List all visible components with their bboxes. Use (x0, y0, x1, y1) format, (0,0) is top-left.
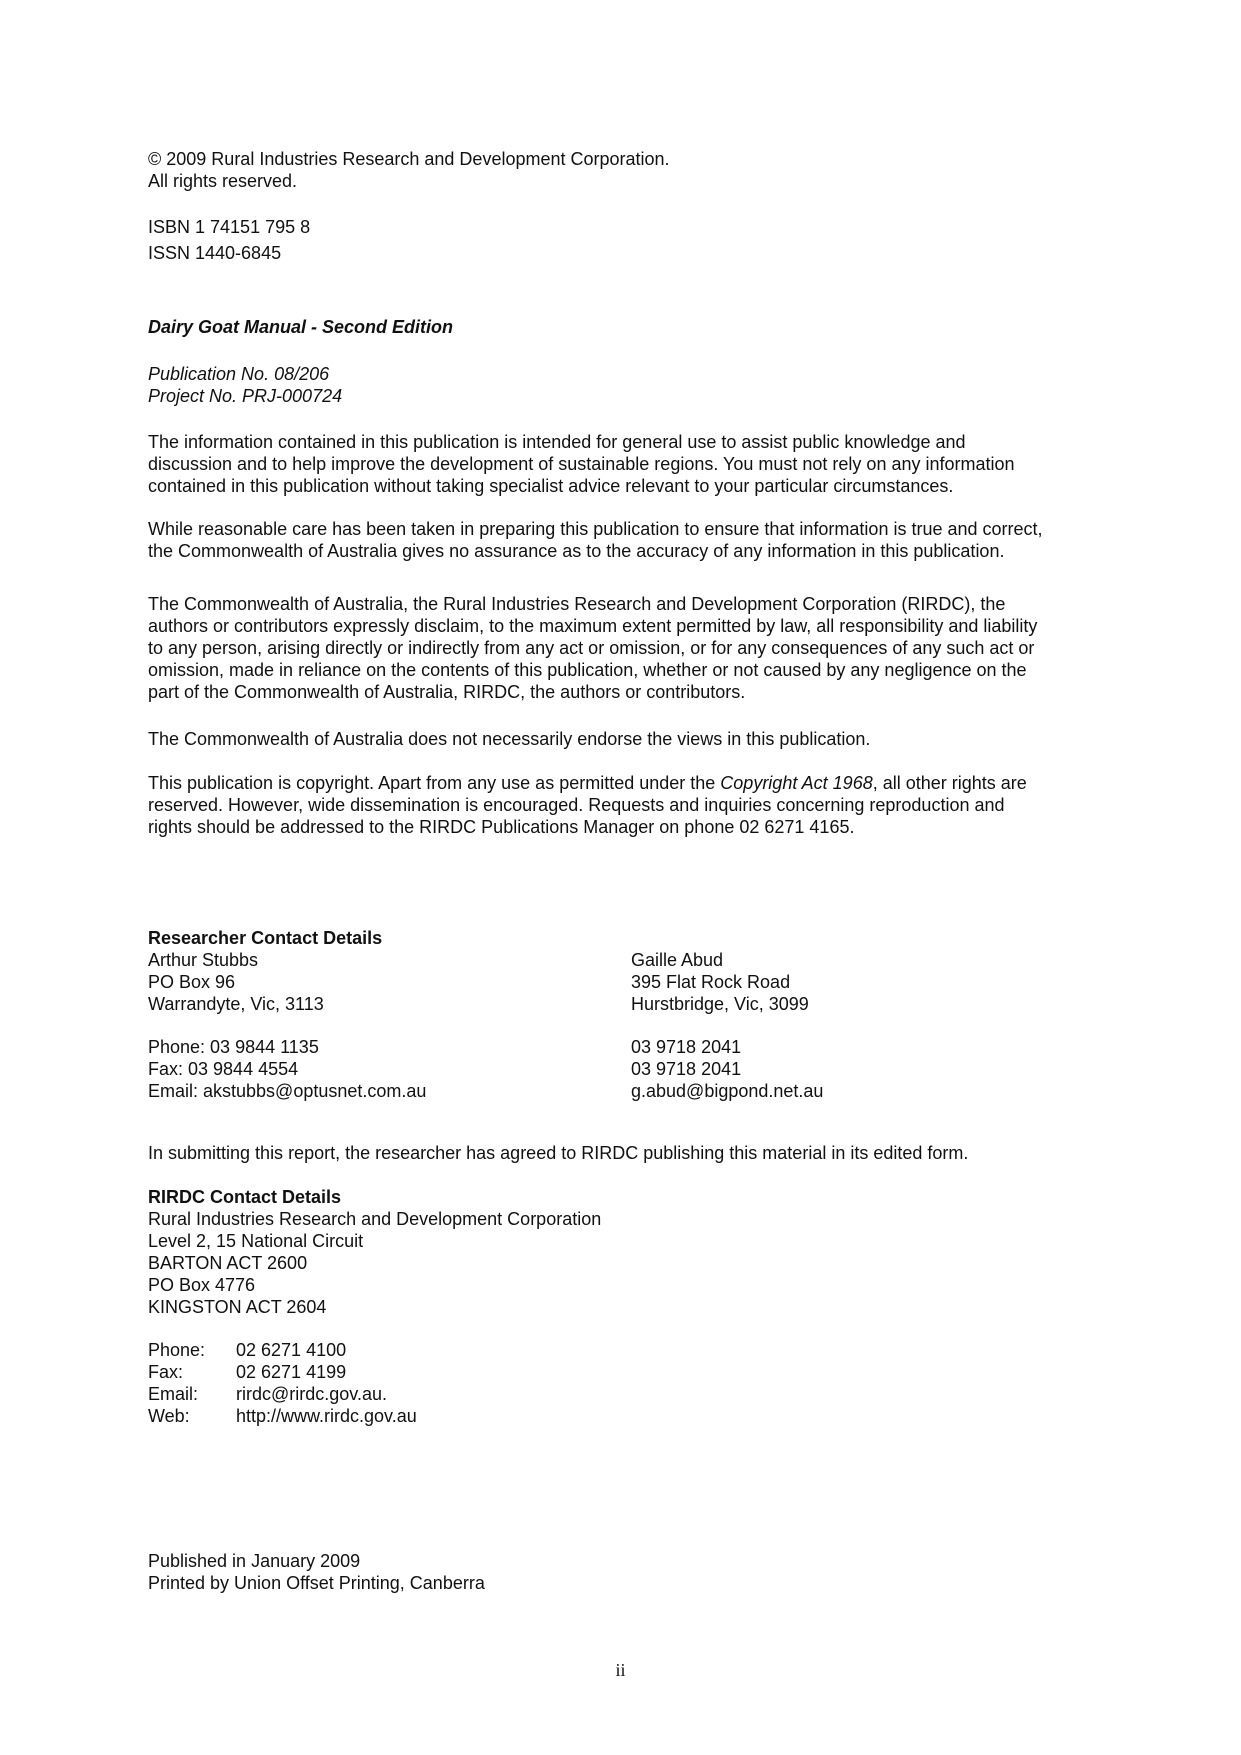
rirdc-address-line: Level 2, 15 National Circuit (148, 1231, 364, 1251)
contact-row (148, 1383, 601, 1405)
paragraph-line: part of the Commonwealth of Australia, RIRDC, the authors or contributors. (148, 682, 746, 702)
contact-label: Phone: (148, 1340, 206, 1360)
contact-label: Email: (148, 1384, 199, 1404)
document-title: Dairy Goat Manual - Second Edition (148, 317, 454, 337)
paragraph-line (148, 772, 1088, 794)
rirdc-heading: RIRDC Contact Details (148, 1187, 342, 1207)
paragraph-line: to any person, arising directly or indirectly from any act or omission, or for any consequences of any such act or (148, 638, 1035, 658)
submitting-statement: In submitting this report, the researcher has agreed to RIRDC publishing this material in its edited form. (148, 1143, 969, 1163)
researcher-phone: 03 9718 2041 (631, 1037, 742, 1057)
contact-label: Web: (148, 1406, 190, 1426)
rirdc-address-line: Rural Industries Research and Development Corporation (148, 1209, 602, 1229)
rirdc-address-line: BARTON ACT 2600 (148, 1253, 308, 1273)
endorse-paragraph: The Commonwealth of Australia does not necessarily endorse the views in this publication. (148, 729, 871, 749)
copyright-act: Copyright Act 1968 (720, 773, 873, 793)
paragraph-line: rights should be addressed to the RIRDC Publications Manager on phone 02 6271 4165. (148, 817, 855, 837)
disclaimer-paragraph (148, 593, 1088, 703)
researcher-fax: Fax: 03 9844 4554 (148, 1059, 299, 1079)
contact-value: rirdc@rirdc.gov.au. (236, 1384, 387, 1404)
researcher-heading: Researcher Contact Details (148, 928, 383, 948)
researcher-fax: 03 9718 2041 (631, 1059, 742, 1079)
contact-row (148, 1405, 601, 1427)
copyright-line: © 2009 Rural Industries Research and Development Corporation. (148, 149, 670, 169)
contact-row (148, 1361, 601, 1383)
contact-value: 02 6271 4100 (236, 1340, 347, 1360)
researcher-address: 395 Flat Rock Road (631, 972, 791, 992)
paragraph-line: The Commonwealth of Australia, the Rural Industries Research and Development Corporation (RIRDC), the (148, 594, 1006, 614)
researcher-contact-section (148, 927, 1088, 1102)
rirdc-address-line: KINGSTON ACT 2604 (148, 1297, 327, 1317)
paragraph-line: the Commonwealth of Australia gives no assurance as to the accuracy of any information in this publication. (148, 541, 1005, 561)
paragraph-line: reserved. However, wide dissemination is encouraged. Requests and inquiries concerning reproduction and (148, 795, 1005, 815)
copyright-block (148, 148, 670, 192)
copyright-notice-paragraph (148, 772, 1088, 838)
info-paragraph (148, 431, 1088, 497)
rirdc-contacts (148, 1339, 601, 1427)
contact-row (148, 1339, 601, 1361)
researcher-town: Hurstbridge, Vic, 3099 (631, 994, 809, 1014)
publication-block (148, 363, 342, 407)
paragraph-line: authors or contributors expressly disclaim, to the maximum extent permitted by law, all responsibility and liability (148, 616, 1038, 636)
page-number: ii (615, 1660, 626, 1680)
contact-value: http://www.rirdc.gov.au (236, 1406, 417, 1426)
contact-label: Fax: (148, 1362, 184, 1382)
paragraph-line: omission, made in reliance on the contents of this publication, whether or not caused by any negligence on the (148, 660, 1027, 680)
researcher-phone: Phone: 03 9844 1135 (148, 1037, 319, 1057)
paragraph-line: The information contained in this publication is intended for general use to assist public knowledge and (148, 432, 966, 452)
issn: ISSN 1440-6845 (148, 243, 282, 263)
printer: Printed by Union Offset Printing, Canberra (148, 1573, 485, 1593)
contact-value: 02 6271 4199 (236, 1362, 347, 1382)
notice-text: This publication is copyright. Apart from any use as permitted under the (148, 773, 721, 793)
rirdc-address-line: PO Box 4776 (148, 1275, 256, 1295)
researcher-columns (148, 949, 1088, 1102)
isbn: ISBN 1 74151 795 8 (148, 217, 311, 237)
published-date: Published in January 2009 (148, 1551, 361, 1571)
researcher-town: Warrandyte, Vic, 3113 (148, 994, 324, 1014)
published-block (148, 1550, 485, 1594)
rirdc-contact-section (148, 1186, 601, 1427)
researcher-left (148, 949, 1088, 1102)
researcher-email: Email: akstubbs@optusnet.com.au (148, 1081, 427, 1101)
publication-number: Publication No. 08/206 (148, 364, 330, 384)
project-number: Project No. PRJ-000724 (148, 386, 343, 406)
researcher-name: Arthur Stubbs (148, 950, 259, 970)
researcher-right (631, 949, 823, 1102)
notice-text: , all other rights are (872, 773, 1027, 793)
paragraph-line: contained in this publication without taking specialist advice relevant to your particular circumstances. (148, 476, 954, 496)
care-paragraph (148, 518, 1088, 562)
paragraph-line: While reasonable care has been taken in preparing this publication to ensure that information is true and correct, (148, 519, 1043, 539)
researcher-address: PO Box 96 (148, 972, 236, 992)
researcher-email: g.abud@bigpond.net.au (631, 1081, 824, 1101)
researcher-name: Gaille Abud (631, 950, 724, 970)
paragraph-line: discussion and to help improve the development of sustainable regions. You must not rely on any information (148, 454, 1015, 474)
identifiers-block (148, 216, 310, 264)
rights-line: All rights reserved. (148, 171, 298, 191)
